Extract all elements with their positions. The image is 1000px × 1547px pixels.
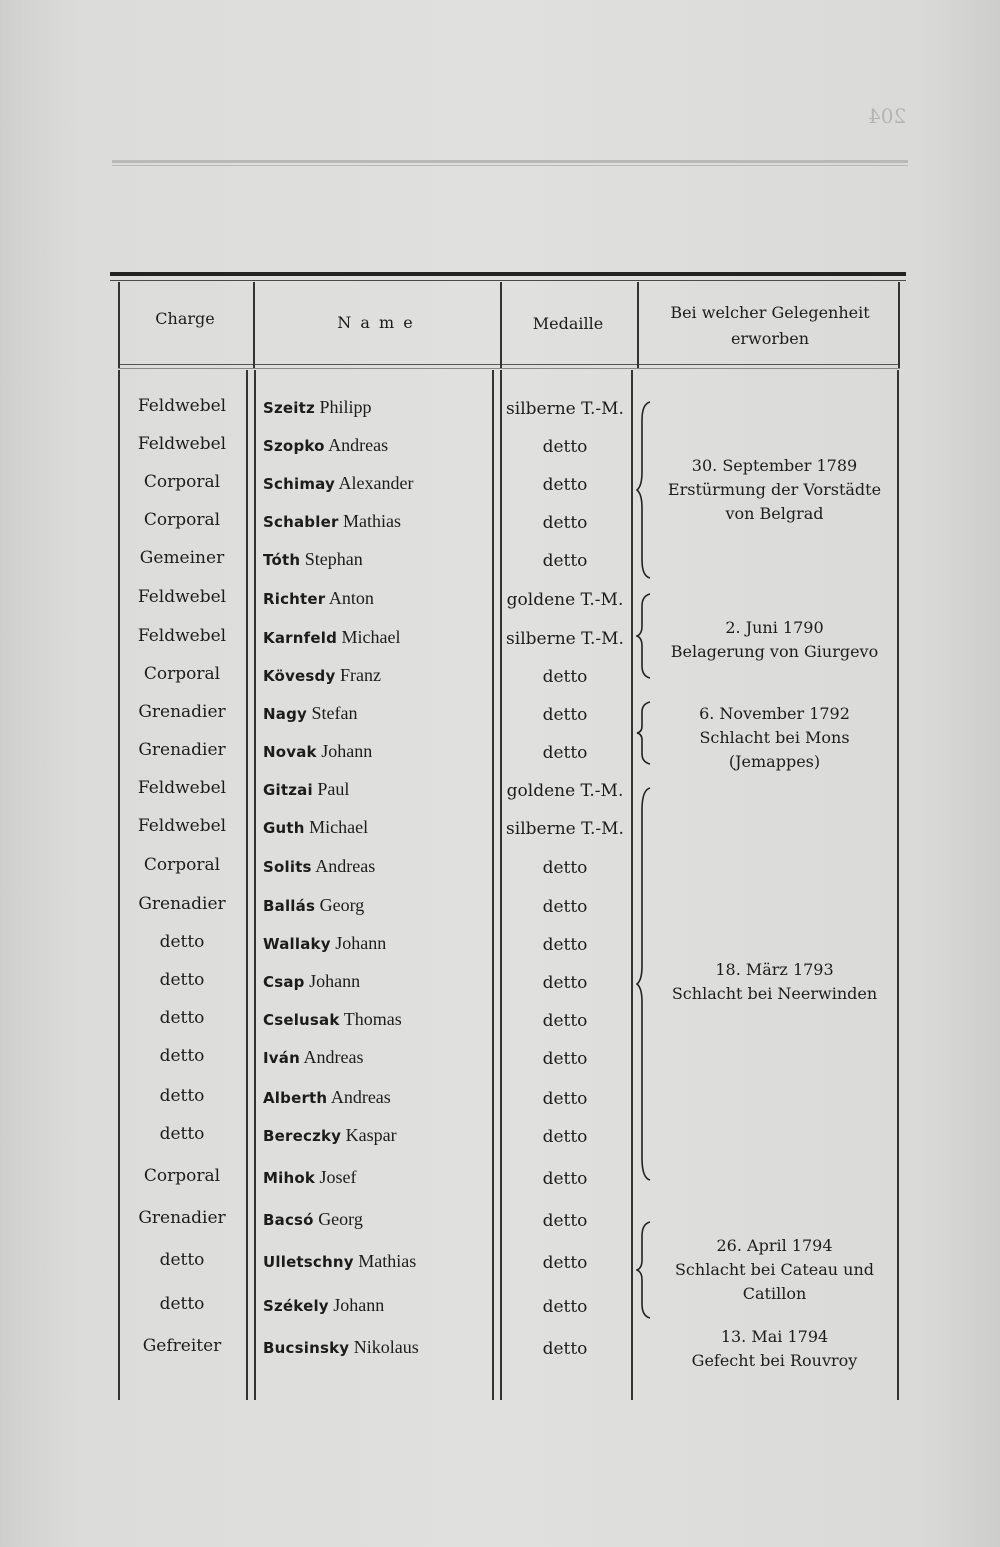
surname: Ulletschny — [263, 1253, 354, 1271]
surname: Karnfeld — [263, 629, 337, 647]
surname: Szeitz — [263, 399, 315, 417]
given-name: Stephan — [304, 549, 363, 569]
name-cell — [263, 1125, 397, 1146]
charge-cell: Corporal — [143, 664, 221, 684]
given-name: Kaspar — [345, 1125, 397, 1145]
medal-cell: detto — [542, 475, 588, 495]
medal-cell: detto — [542, 1127, 588, 1147]
column-divider — [631, 370, 633, 1400]
name-cell — [263, 933, 386, 954]
event-text: Belagerung von Giurgevo — [670, 642, 879, 661]
medal-cell: detto — [542, 1169, 588, 1189]
page-number: 204 — [868, 104, 907, 128]
medal-cell: detto — [542, 1297, 588, 1317]
medal-cell: detto — [542, 897, 588, 917]
given-name: Philipp — [319, 397, 372, 417]
given-name: Andreas — [315, 856, 376, 876]
charge-cell: detto — [159, 1008, 205, 1028]
charge-cell: detto — [159, 970, 205, 990]
event-text: (Jemappes) — [728, 752, 821, 771]
event-1792 — [652, 702, 897, 774]
surname: Ballás — [263, 897, 316, 915]
charge-cell: Feldwebel — [137, 778, 227, 798]
given-name: Michael — [309, 817, 369, 837]
charge-cell: Corporal — [143, 510, 221, 530]
medal-cell: detto — [542, 858, 588, 878]
medal-cell: detto — [542, 667, 588, 687]
name-cell — [263, 1251, 416, 1272]
surname: Bereczky — [263, 1127, 342, 1145]
given-name: Mathias — [358, 1251, 417, 1271]
medal-cell: detto — [542, 743, 588, 763]
name-cell — [263, 1337, 419, 1358]
charge-cell: detto — [159, 1046, 205, 1066]
name-cell — [263, 473, 413, 494]
medal-cell: detto — [542, 935, 588, 955]
column-divider — [253, 282, 255, 368]
surname: Kövesdy — [263, 667, 336, 685]
charge-cell: Feldwebel — [137, 587, 227, 607]
event-text: Catillon — [742, 1284, 807, 1303]
name-cell — [263, 1009, 402, 1030]
charge-cell: Corporal — [143, 1166, 221, 1186]
event-text: Gefecht bei Rouvroy — [691, 1351, 858, 1370]
name-cell — [263, 1087, 391, 1108]
medal-cell: silberne T.-M. — [506, 819, 624, 839]
event-date: 30. September 1789 — [691, 456, 858, 475]
medal-cell: detto — [542, 1211, 588, 1231]
medal-cell: detto — [542, 513, 588, 533]
medal-cell: goldene T.-M. — [506, 781, 624, 801]
charge-cell: Grenadier — [138, 1208, 226, 1228]
event-text: Schlacht bei Mons — [699, 728, 850, 747]
bleed-through-rule — [112, 160, 908, 163]
surname: Solits — [263, 858, 312, 876]
surname: Cselusak — [263, 1011, 340, 1029]
surname: Székely — [263, 1297, 329, 1315]
event-1794-mai — [652, 1325, 897, 1373]
name-cell — [263, 817, 368, 838]
given-name: Johann — [321, 741, 373, 761]
header-gelegenheit: Bei welcher Gelegenheit erworben — [670, 303, 870, 348]
name-cell — [263, 1295, 384, 1316]
name-cell — [263, 665, 381, 686]
name-cell — [263, 1047, 363, 1068]
surname: Tóth — [263, 551, 301, 569]
surname: Gitzai — [263, 781, 313, 799]
charge-cell: Feldwebel — [137, 396, 227, 416]
column-divider — [492, 370, 494, 1400]
event-1793 — [652, 958, 897, 1006]
surname: Schabler — [263, 513, 339, 531]
medal-cell: detto — [542, 1253, 588, 1273]
given-name: Georg — [319, 895, 365, 915]
header-charge: Charge — [155, 309, 215, 328]
given-name: Johann — [335, 933, 387, 953]
event-date: 6. November 1792 — [699, 704, 850, 723]
surname: Bacsó — [263, 1211, 314, 1229]
charge-cell: Gemeiner — [139, 548, 225, 568]
surname: Richter — [263, 590, 326, 608]
medal-cell: goldene T.-M. — [506, 590, 624, 610]
name-cell — [263, 856, 375, 877]
given-name: Mathias — [343, 511, 402, 531]
name-cell — [263, 779, 349, 800]
charge-cell: detto — [159, 1086, 205, 1106]
header-bottom-rule — [118, 364, 900, 365]
bleed-through-rule — [112, 165, 908, 166]
charge-cell: detto — [159, 1124, 205, 1144]
name-cell — [263, 549, 363, 570]
given-name: Andreas — [330, 1087, 391, 1107]
name-cell — [263, 397, 371, 418]
surname: Iván — [263, 1049, 300, 1067]
charge-cell: Corporal — [143, 472, 221, 492]
name-cell — [263, 435, 388, 456]
name-cell — [263, 627, 400, 648]
header-bottom-rule-thin — [118, 368, 900, 369]
charge-cell: Grenadier — [138, 740, 226, 760]
column-divider — [637, 282, 639, 368]
charge-cell: Corporal — [143, 855, 221, 875]
surname: Schimay — [263, 475, 335, 493]
given-name: Andreas — [303, 1047, 364, 1067]
surname: Novak — [263, 743, 317, 761]
given-name: Josef — [319, 1167, 357, 1187]
surname: Szopko — [263, 437, 325, 455]
table-top-rule-thin — [110, 280, 906, 281]
given-name: Franz — [339, 665, 381, 685]
charge-cell: Feldwebel — [137, 816, 227, 836]
event-date: 2. Juni 1790 — [725, 618, 824, 637]
surname: Nagy — [263, 705, 307, 723]
surname: Wallaky — [263, 935, 331, 953]
event-date: 13. Mai 1794 — [720, 1327, 829, 1346]
charge-cell: Feldwebel — [137, 434, 227, 454]
medal-cell: detto — [542, 551, 588, 571]
given-name: Stefan — [311, 703, 358, 723]
event-date: 18. März 1793 — [715, 960, 834, 979]
name-cell — [263, 1209, 363, 1230]
header-medaille: Medaille — [532, 314, 604, 333]
surname: Bucsinsky — [263, 1339, 350, 1357]
medal-cell: detto — [542, 1011, 588, 1031]
given-name: Andreas — [328, 435, 389, 455]
given-name: Nikolaus — [353, 1337, 419, 1357]
event-text: von Belgrad — [725, 504, 824, 523]
medal-cell: silberne T.-M. — [506, 629, 624, 649]
medal-cell: detto — [542, 973, 588, 993]
charge-cell: Grenadier — [138, 702, 226, 722]
event-1794-april — [652, 1234, 897, 1306]
event-date: 26. April 1794 — [716, 1236, 833, 1255]
event-text: Erstürmung der Vorstädte — [667, 480, 882, 499]
medal-cell: detto — [542, 437, 588, 457]
header-name: N a m e — [337, 313, 415, 332]
name-cell — [263, 895, 364, 916]
given-name: Johann — [333, 1295, 385, 1315]
column-divider — [897, 370, 899, 1400]
medal-cell: detto — [542, 1089, 588, 1109]
name-cell — [263, 511, 401, 532]
surname: Mihok — [263, 1169, 316, 1187]
surname: Csap — [263, 973, 305, 991]
surname: Alberth — [263, 1089, 328, 1107]
charge-cell: Grenadier — [138, 894, 226, 914]
medal-cell: detto — [542, 1049, 588, 1069]
event-1790 — [652, 616, 897, 664]
given-name: Anton — [328, 588, 374, 608]
name-cell — [263, 588, 374, 609]
name-cell — [263, 971, 360, 992]
given-name: Paul — [317, 779, 350, 799]
table-top-rule — [110, 272, 906, 276]
medal-cell: detto — [542, 705, 588, 725]
event-text: Schlacht bei Cateau und — [674, 1260, 875, 1279]
charge-cell: Feldwebel — [137, 626, 227, 646]
given-name: Michael — [341, 627, 401, 647]
medal-cell: silberne T.-M. — [506, 399, 624, 419]
name-cell — [263, 741, 372, 762]
name-cell — [263, 703, 357, 724]
event-text: Schlacht bei Neerwinden — [671, 984, 878, 1003]
given-name: Johann — [309, 971, 361, 991]
charge-cell: detto — [159, 1250, 205, 1270]
column-divider — [898, 282, 900, 368]
charge-cell: Gefreiter — [142, 1336, 222, 1356]
charge-cell: detto — [159, 932, 205, 952]
column-divider — [254, 370, 256, 1400]
given-name: Alexander — [338, 473, 414, 493]
charge-cell: detto — [159, 1294, 205, 1314]
name-cell — [263, 1167, 357, 1188]
given-name: Thomas — [343, 1009, 402, 1029]
medal-cell: detto — [542, 1339, 588, 1359]
event-1789 — [652, 454, 897, 526]
surname: Guth — [263, 819, 305, 837]
given-name: Georg — [318, 1209, 363, 1229]
